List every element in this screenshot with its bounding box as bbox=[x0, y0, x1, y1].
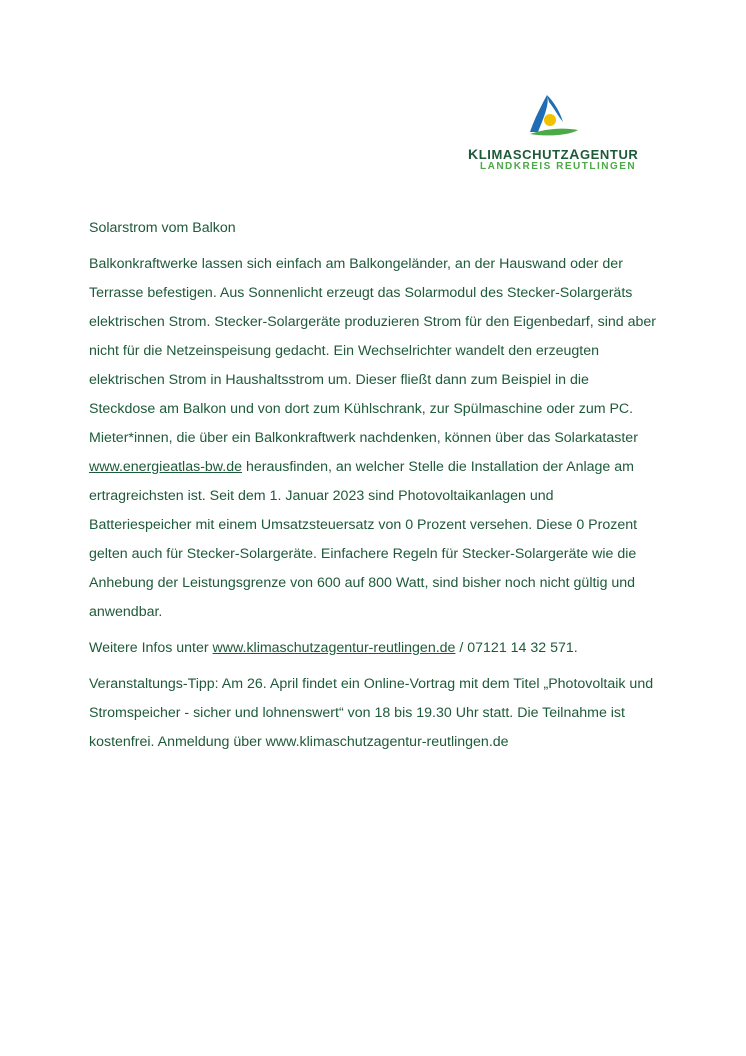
logo-subtitle: LANDKREIS REUTLINGEN bbox=[480, 161, 637, 172]
logo-emblem-icon bbox=[526, 92, 582, 140]
logo-name: KLIMASCHUTZAGENTUR bbox=[468, 146, 639, 162]
klimaschutzagentur-link[interactable]: www.klimaschutzagentur-reutlingen.de bbox=[212, 640, 456, 656]
klimaschutzagentur-logo bbox=[468, 92, 648, 176]
paragraph-intro bbox=[89, 250, 659, 627]
paragraph-more-info-text-2: / 07121 14 32 571. bbox=[455, 640, 578, 656]
paragraph-intro-text-1: Balkonkraftwerke lassen sich einfach am Balkongeländer, an der Hauswand oder der Terrasse befestigen. Aus Sonnenlicht erzeugt das Solarmodul des Stecker-Solargeräts elektrischen Strom. Stecker-Solargeräte produzieren Strom für den Eigenbedarf, sind aber nicht für die Netzeinspeisung gedacht. Ein Wechselrichter wandelt den erzeugten elektrischen Strom in Haushaltsstrom um. Dieser fließt dann zum Beispiel in die Steckdose am Balkon und von dort zum Kühlschrank, zur Spülmaschine oder zum PC. Mieter*innen, die über ein Balkonkraftwerk nachdenken, können über das Solarkataster bbox=[89, 256, 657, 446]
energieatlas-link[interactable]: www.energieatlas-bw.de bbox=[89, 459, 242, 475]
article-title: Solarstrom vom Balkon bbox=[89, 220, 236, 236]
paragraph-intro-text-2: herausfinden, an welcher Stelle die Installation der Anlage am ertragreichsten ist. Seit dem 1. Januar 2023 sind Photovoltaikanlagen und Batteriespeicher mit einem Umsatzsteuersatz von 0 Prozent versehen. Diese 0 Prozent gelten auch für Stecker-Solargeräte. Einfachere Regeln für Stecker-Solargeräte wie die Anhebung der Leistungsgrenze von 600 auf 800 Watt, sind bisher noch nicht gültig und anwendbar. bbox=[89, 459, 638, 620]
paragraph-more-info-text-1: Weitere Infos unter bbox=[89, 640, 213, 656]
paragraph-more-info bbox=[89, 634, 659, 663]
paragraph-event-tip: Veranstaltungs-Tipp: Am 26. April findet ein Online-Vortrag mit dem Titel „Photovoltaik und Stromspeicher - sicher und lohnenswert“ von 18 bis 19.30 Uhr statt. Die Teilnahme ist kostenfrei. Anmeldung über www.klimaschutzagentur-reutlingen.de bbox=[89, 676, 654, 750]
article bbox=[89, 214, 659, 764]
